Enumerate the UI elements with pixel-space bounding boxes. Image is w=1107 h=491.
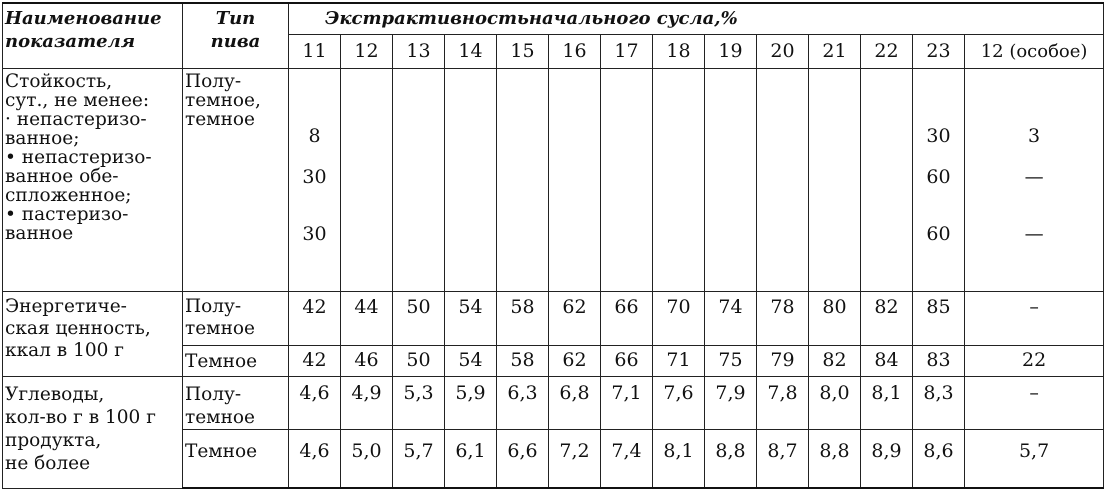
stability-unpasteurized-special: 3: [1028, 124, 1041, 147]
carbs-type-line: Темное: [185, 441, 258, 463]
col-header: 14: [445, 34, 497, 68]
energy-type-line: Темное: [185, 351, 258, 373]
empty-cell: [445, 68, 497, 291]
energy-value: 66: [601, 346, 653, 377]
carbs-value: 6,3: [497, 377, 549, 430]
stability-desalted-11: 30: [302, 165, 327, 188]
stability-pasteurized-23: 60: [926, 222, 951, 245]
stability-values-special: [965, 68, 1104, 291]
col-header: 15: [497, 34, 549, 68]
energy-label-line: ская ценность,: [5, 318, 151, 340]
carbs-value: 7,4: [601, 430, 653, 488]
energy-type-dark: [183, 346, 289, 377]
empty-cell: [861, 68, 913, 291]
energy-value: 84: [861, 346, 913, 377]
stability-desalted-special: —: [1024, 165, 1044, 188]
carbs-value: 4,9: [341, 377, 393, 430]
carbs-label-line: не более: [5, 453, 91, 475]
energy-label-line: Энергетиче-: [5, 296, 127, 318]
energy-value: 66: [601, 292, 653, 346]
stability-pasteurized-special: —: [1024, 222, 1044, 245]
carbs-value: –: [965, 377, 1104, 430]
energy-value: 54: [445, 292, 497, 346]
col-header: 19: [705, 34, 757, 68]
energy-value: 82: [809, 346, 861, 377]
carbs-label-line: Углеводы,: [5, 384, 105, 406]
header-indicator-line2: показателя: [5, 31, 136, 52]
header-beer-type: [183, 3, 289, 68]
stability-label-line: спложенное;: [5, 184, 132, 206]
carbs-value: 6,1: [445, 430, 497, 488]
empty-cell: [601, 68, 653, 291]
empty-cell: [757, 68, 809, 291]
energy-value: –: [965, 292, 1104, 346]
stability-type-line: Полу-: [185, 70, 242, 92]
beer-indicators-table: [2, 2, 1104, 489]
stability-label-line: сут., не менее:: [5, 89, 150, 111]
carbs-value: 4,6: [289, 377, 341, 430]
carbs-value: 8,0: [809, 377, 861, 430]
energy-value: 62: [549, 346, 601, 377]
stability-type-line: темное,: [185, 89, 261, 111]
empty-cell: [497, 68, 549, 291]
empty-cell: [549, 68, 601, 291]
energy-value: 75: [705, 346, 757, 377]
stability-pasteurized-11: 30: [302, 222, 327, 245]
header-indicator: [3, 3, 183, 68]
stability-label-line: ванное обе-: [5, 165, 119, 187]
carbs-value: 8,8: [705, 430, 757, 488]
carbs-value: 8,1: [861, 377, 913, 430]
stability-type-line: темное: [185, 108, 255, 130]
stability-label-line: ванное: [5, 222, 74, 244]
energy-value: 42: [289, 346, 341, 377]
energy-value: 85: [913, 292, 965, 346]
energy-value: 54: [445, 346, 497, 377]
carbs-value: 8,1: [653, 430, 705, 488]
col-header: 12 (особое): [965, 34, 1104, 68]
energy-type-line: темное: [185, 318, 255, 340]
carbs-type-line: Полу-: [185, 384, 242, 406]
header-indicator-line1: Наименование: [5, 8, 162, 29]
carbs-value: 5,3: [393, 377, 445, 430]
col-header: 23: [913, 34, 965, 68]
carbs-value: 8,9: [861, 430, 913, 488]
carbs-label-line: продукта,: [5, 430, 102, 452]
carbs-type-line: темное: [185, 407, 255, 429]
energy-label: [3, 292, 183, 377]
stability-desalted-23: 60: [926, 165, 951, 188]
energy-value: 82: [861, 292, 913, 346]
carbs-value: 5,7: [393, 430, 445, 488]
carbs-value: 6,6: [497, 430, 549, 488]
header-beer-type-line1: Тип: [215, 8, 256, 29]
carbs-value: 7,1: [601, 377, 653, 430]
empty-cell: [393, 68, 445, 291]
energy-value: 46: [341, 346, 393, 377]
stability-label-line: • пастеризо-: [5, 203, 129, 225]
carbs-value: 8,7: [757, 430, 809, 488]
energy-value: 71: [653, 346, 705, 377]
stability-label-line: · непастеризо-: [5, 108, 147, 130]
energy-value: 70: [653, 292, 705, 346]
energy-value: 58: [497, 346, 549, 377]
carbs-value: 8,8: [809, 430, 861, 488]
carbs-value: 7,2: [549, 430, 601, 488]
energy-label-line: ккал в 100 г: [5, 340, 124, 362]
col-header: 18: [653, 34, 705, 68]
carbs-value: 5,7: [965, 430, 1104, 488]
stability-label: [3, 68, 183, 291]
energy-value: 74: [705, 292, 757, 346]
col-header: 21: [809, 34, 861, 68]
col-header: 11: [289, 34, 341, 68]
col-header: 20: [757, 34, 809, 68]
energy-value: 58: [497, 292, 549, 346]
carbs-value: 4,6: [289, 430, 341, 488]
empty-cell: [705, 68, 757, 291]
energy-type-line: Полу-: [185, 296, 242, 318]
energy-type-semidark: [183, 292, 289, 346]
stability-type: [183, 68, 289, 291]
col-header: 12: [341, 34, 393, 68]
empty-cell: [653, 68, 705, 291]
stability-label-line: ванное;: [5, 127, 80, 149]
carbs-value: 5,9: [445, 377, 497, 430]
energy-value: 83: [913, 346, 965, 377]
energy-value: 44: [341, 292, 393, 346]
energy-value: 79: [757, 346, 809, 377]
col-header: 17: [601, 34, 653, 68]
carbs-value: 8,6: [913, 430, 965, 488]
stability-values-23: [913, 68, 965, 291]
energy-value: 22: [965, 346, 1104, 377]
header-extract: Экстрактивностьначального сусла,%: [289, 3, 1104, 34]
energy-value: 50: [393, 292, 445, 346]
carbs-label-line: кол-во г в 100 г: [5, 407, 156, 429]
col-header: 13: [393, 34, 445, 68]
energy-value: 78: [757, 292, 809, 346]
energy-value: 42: [289, 292, 341, 346]
energy-value: 80: [809, 292, 861, 346]
carbs-type-semidark: [183, 377, 289, 430]
stability-label-line: • непастеризо-: [5, 146, 152, 168]
carbs-type-dark: [183, 430, 289, 488]
empty-cell: [809, 68, 861, 291]
stability-label-line: Стойкость,: [5, 70, 113, 92]
carbs-value: 7,9: [705, 377, 757, 430]
energy-value: 50: [393, 346, 445, 377]
col-header: 16: [549, 34, 601, 68]
col-header: 22: [861, 34, 913, 68]
energy-value: 62: [549, 292, 601, 346]
carbs-value: 7,8: [757, 377, 809, 430]
carbs-value: 5,0: [341, 430, 393, 488]
carbs-label: [3, 377, 183, 488]
stability-unpasteurized-11: 8: [308, 124, 321, 147]
carbs-value: 8,3: [913, 377, 965, 430]
carbs-value: 7,6: [653, 377, 705, 430]
stability-unpasteurized-23: 30: [926, 124, 951, 147]
header-beer-type-line2: пива: [210, 31, 261, 52]
empty-cell: [341, 68, 393, 291]
carbs-value: 6,8: [549, 377, 601, 430]
stability-values-11: [289, 68, 341, 291]
